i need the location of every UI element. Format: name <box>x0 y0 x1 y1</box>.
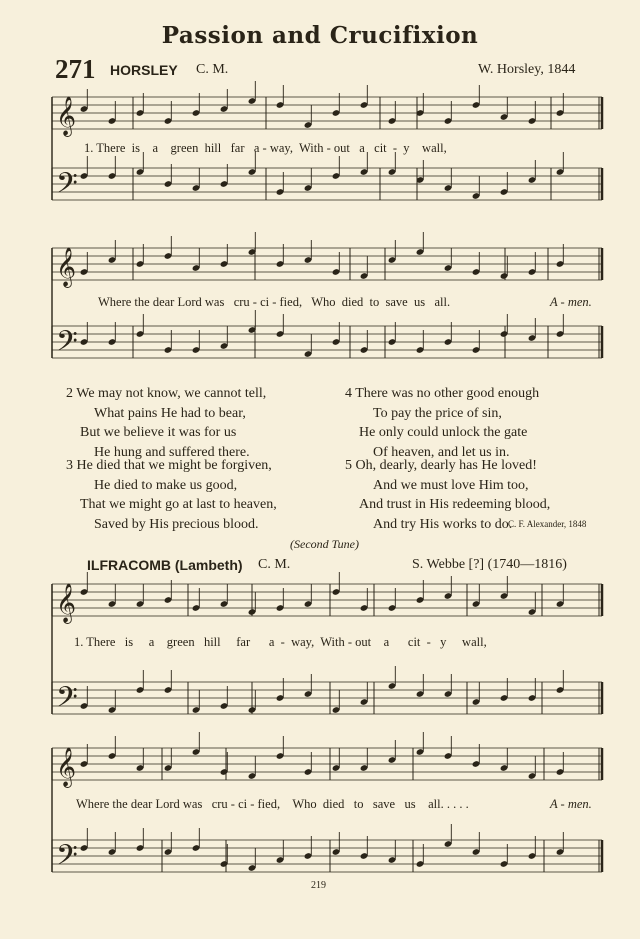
svg-text:𝄢: 𝄢 <box>56 167 78 207</box>
author-credit: C. F. Alexander, 1848 <box>508 519 587 529</box>
lyric-line-3: 1. There is a green hill far a - way, With - out a cit - y wall, <box>74 635 487 649</box>
stanza-line: What pains He had to bear, <box>94 405 246 421</box>
stanza-line: That we might go at last to heaven, <box>80 497 277 512</box>
composer-webbe: S. Webbe [?] (1740—1816) <box>412 557 567 572</box>
lyric-line-1: 1. There is a green hill far a - way, With - out a cit - y wall, <box>84 141 447 155</box>
stanza-line: And we must love Him too, <box>373 477 529 493</box>
stanza-4 <box>345 384 539 462</box>
stanza-3 <box>66 456 277 534</box>
svg-text:𝄞: 𝄞 <box>56 247 77 287</box>
second-tune-label: (Second Tune) <box>290 537 359 551</box>
svg-text:𝄢: 𝄢 <box>56 325 78 365</box>
stanza-line: But we believe it was for us <box>80 425 237 440</box>
svg-text:𝄞: 𝄞 <box>56 96 77 136</box>
stanza-line: He died to make us good, <box>94 477 238 493</box>
tune-meter-1: C. M. <box>196 62 229 77</box>
svg-text:𝄢: 𝄢 <box>56 839 78 879</box>
stanza-line: 3 He died that we might be forgiven, <box>66 458 272 473</box>
composer-horsley: W. Horsley, 1844 <box>478 62 576 77</box>
stanza-line: 2 We may not know, we cannot tell, <box>66 386 267 401</box>
tune-name-ilfracomb: ILFRACOMB (Lambeth) <box>87 557 243 573</box>
stanza-line: He only could unlock the gate <box>359 425 528 440</box>
stanza-line: 5 Oh, dearly, dearly has He loved! <box>345 458 537 473</box>
stanza-line: Saved by His precious blood. <box>94 516 259 532</box>
svg-text:𝄞: 𝄞 <box>56 583 77 623</box>
stanza-2 <box>66 384 266 462</box>
hymn-number: 271 <box>55 54 96 84</box>
stanza-line: Of heaven, and let us in. <box>373 444 510 460</box>
lyric-line-2: Where the dear Lord was cru - ci - fied, Who died to save us all. <box>98 295 451 309</box>
stanza-line: He hung and suffered there. <box>94 444 250 460</box>
stanza-line: And trust in His redeeming blood, <box>359 497 551 512</box>
svg-text:𝄞: 𝄞 <box>56 747 77 787</box>
stanza-line: 4 There was no other good enough <box>345 386 540 401</box>
section-title: Passion and Crucifixion <box>161 22 479 49</box>
amen-1: A - men. <box>550 295 592 309</box>
tune-name-horsley: HORSLEY <box>110 62 178 78</box>
stanza-line: And try His works to do. <box>373 516 513 532</box>
svg-text:𝄢: 𝄢 <box>56 681 78 721</box>
tune-meter-2: C. M. <box>258 557 291 572</box>
stanza-line: To pay the price of sin, <box>373 405 502 421</box>
lyric-line-4: Where the dear Lord was cru - ci - fied, Who died to save us all. . . . . <box>76 797 469 811</box>
amen-2: A - men. <box>550 797 592 811</box>
page-number: 219 <box>311 880 326 891</box>
